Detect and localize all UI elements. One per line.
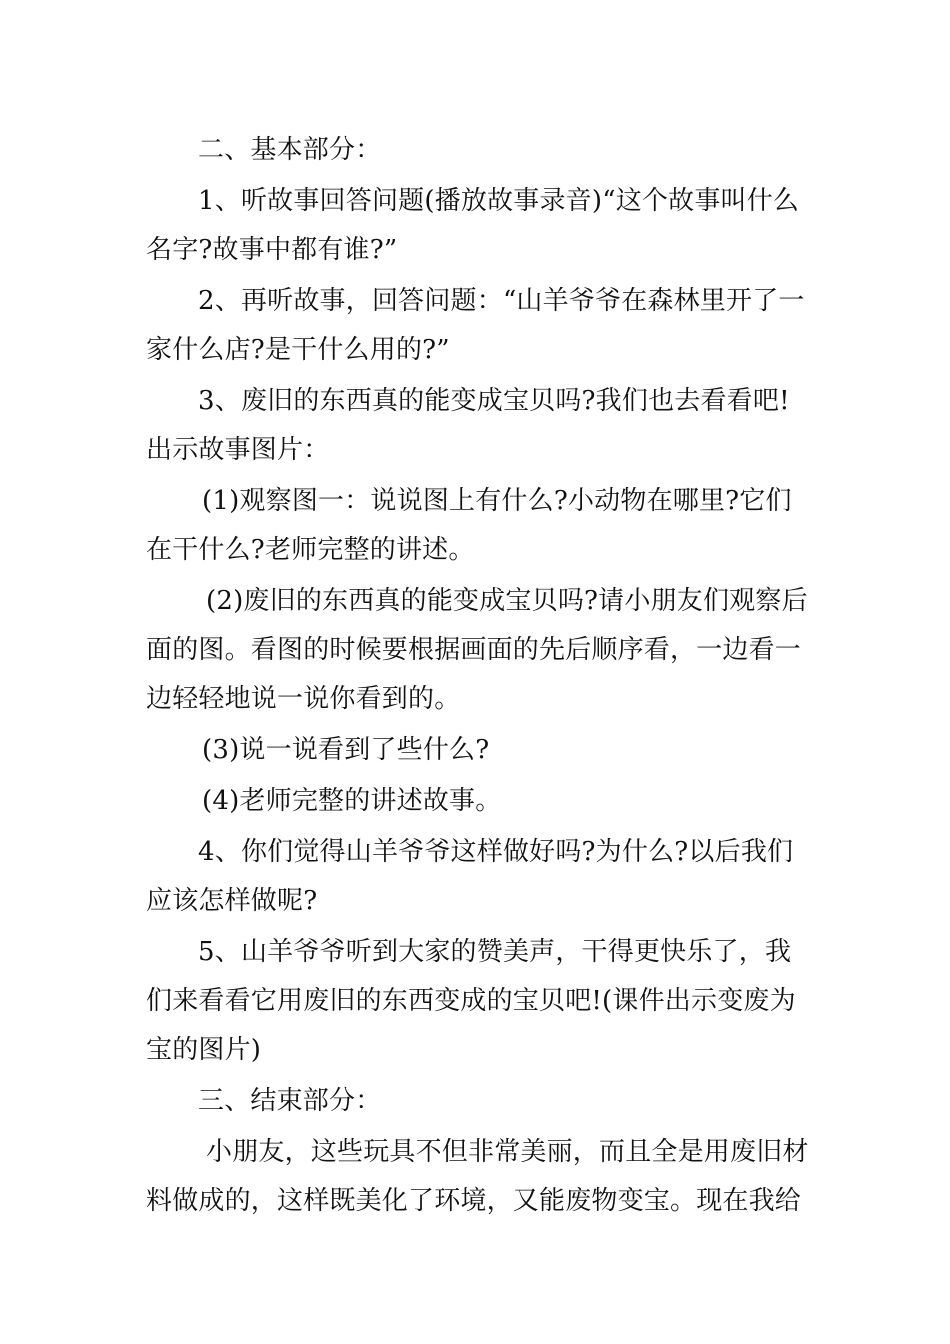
- paragraph-item-3: 3、废旧的东西真的能变成宝贝吗?我们也去看看吧!出示故事图片：: [146, 386, 790, 465]
- document-page: [146, 126, 814, 1228]
- paragraph-item-2: 2、再听故事，回答问题：“山羊爷爷在森林里开了一家什么店?是干什么用的?”: [146, 286, 805, 365]
- section-heading-basic: 二、基本部分：: [198, 135, 382, 165]
- paragraph-closing: 小朋友，这些玩具不但非常美丽，而且全是用废旧材料做成的，这样既美化了环境，又能废物变宝。现在我给: [146, 1137, 809, 1216]
- paragraph-item-4: 4、你们觉得山羊爷爷这样做好吗?为什么?以后我们应该怎样做呢?: [146, 837, 794, 916]
- paragraph-item-5: 5、山羊爷爷听到大家的赞美声，干得更快乐了，我们来看看它用废旧的东西变成的宝贝吧!(课件出示变废为宝的图片): [146, 937, 796, 1065]
- paragraph-item-1: 1、听故事回答问题(播放故事录音)“这个故事叫什么名字?故事中都有谁?”: [146, 186, 800, 265]
- paragraph-subitem-4: (4)老师完整的讲述故事。: [202, 786, 502, 816]
- paragraph-subitem-1: (1)观察图一：说说图上有什么?小动物在哪里?它们在干什么?老师完整的讲述。: [146, 486, 792, 565]
- paragraph-subitem-3: (3)说一说看到了些什么?: [202, 735, 490, 765]
- paragraph-subitem-2: (2)废旧的东西真的能变成宝贝吗?请小朋友们观察后面的图。看图的时候要根据画面的先后顺序看，一边看一边轻轻地说一说你看到的。: [146, 586, 808, 714]
- section-heading-ending: 三、结束部分：: [198, 1086, 382, 1116]
